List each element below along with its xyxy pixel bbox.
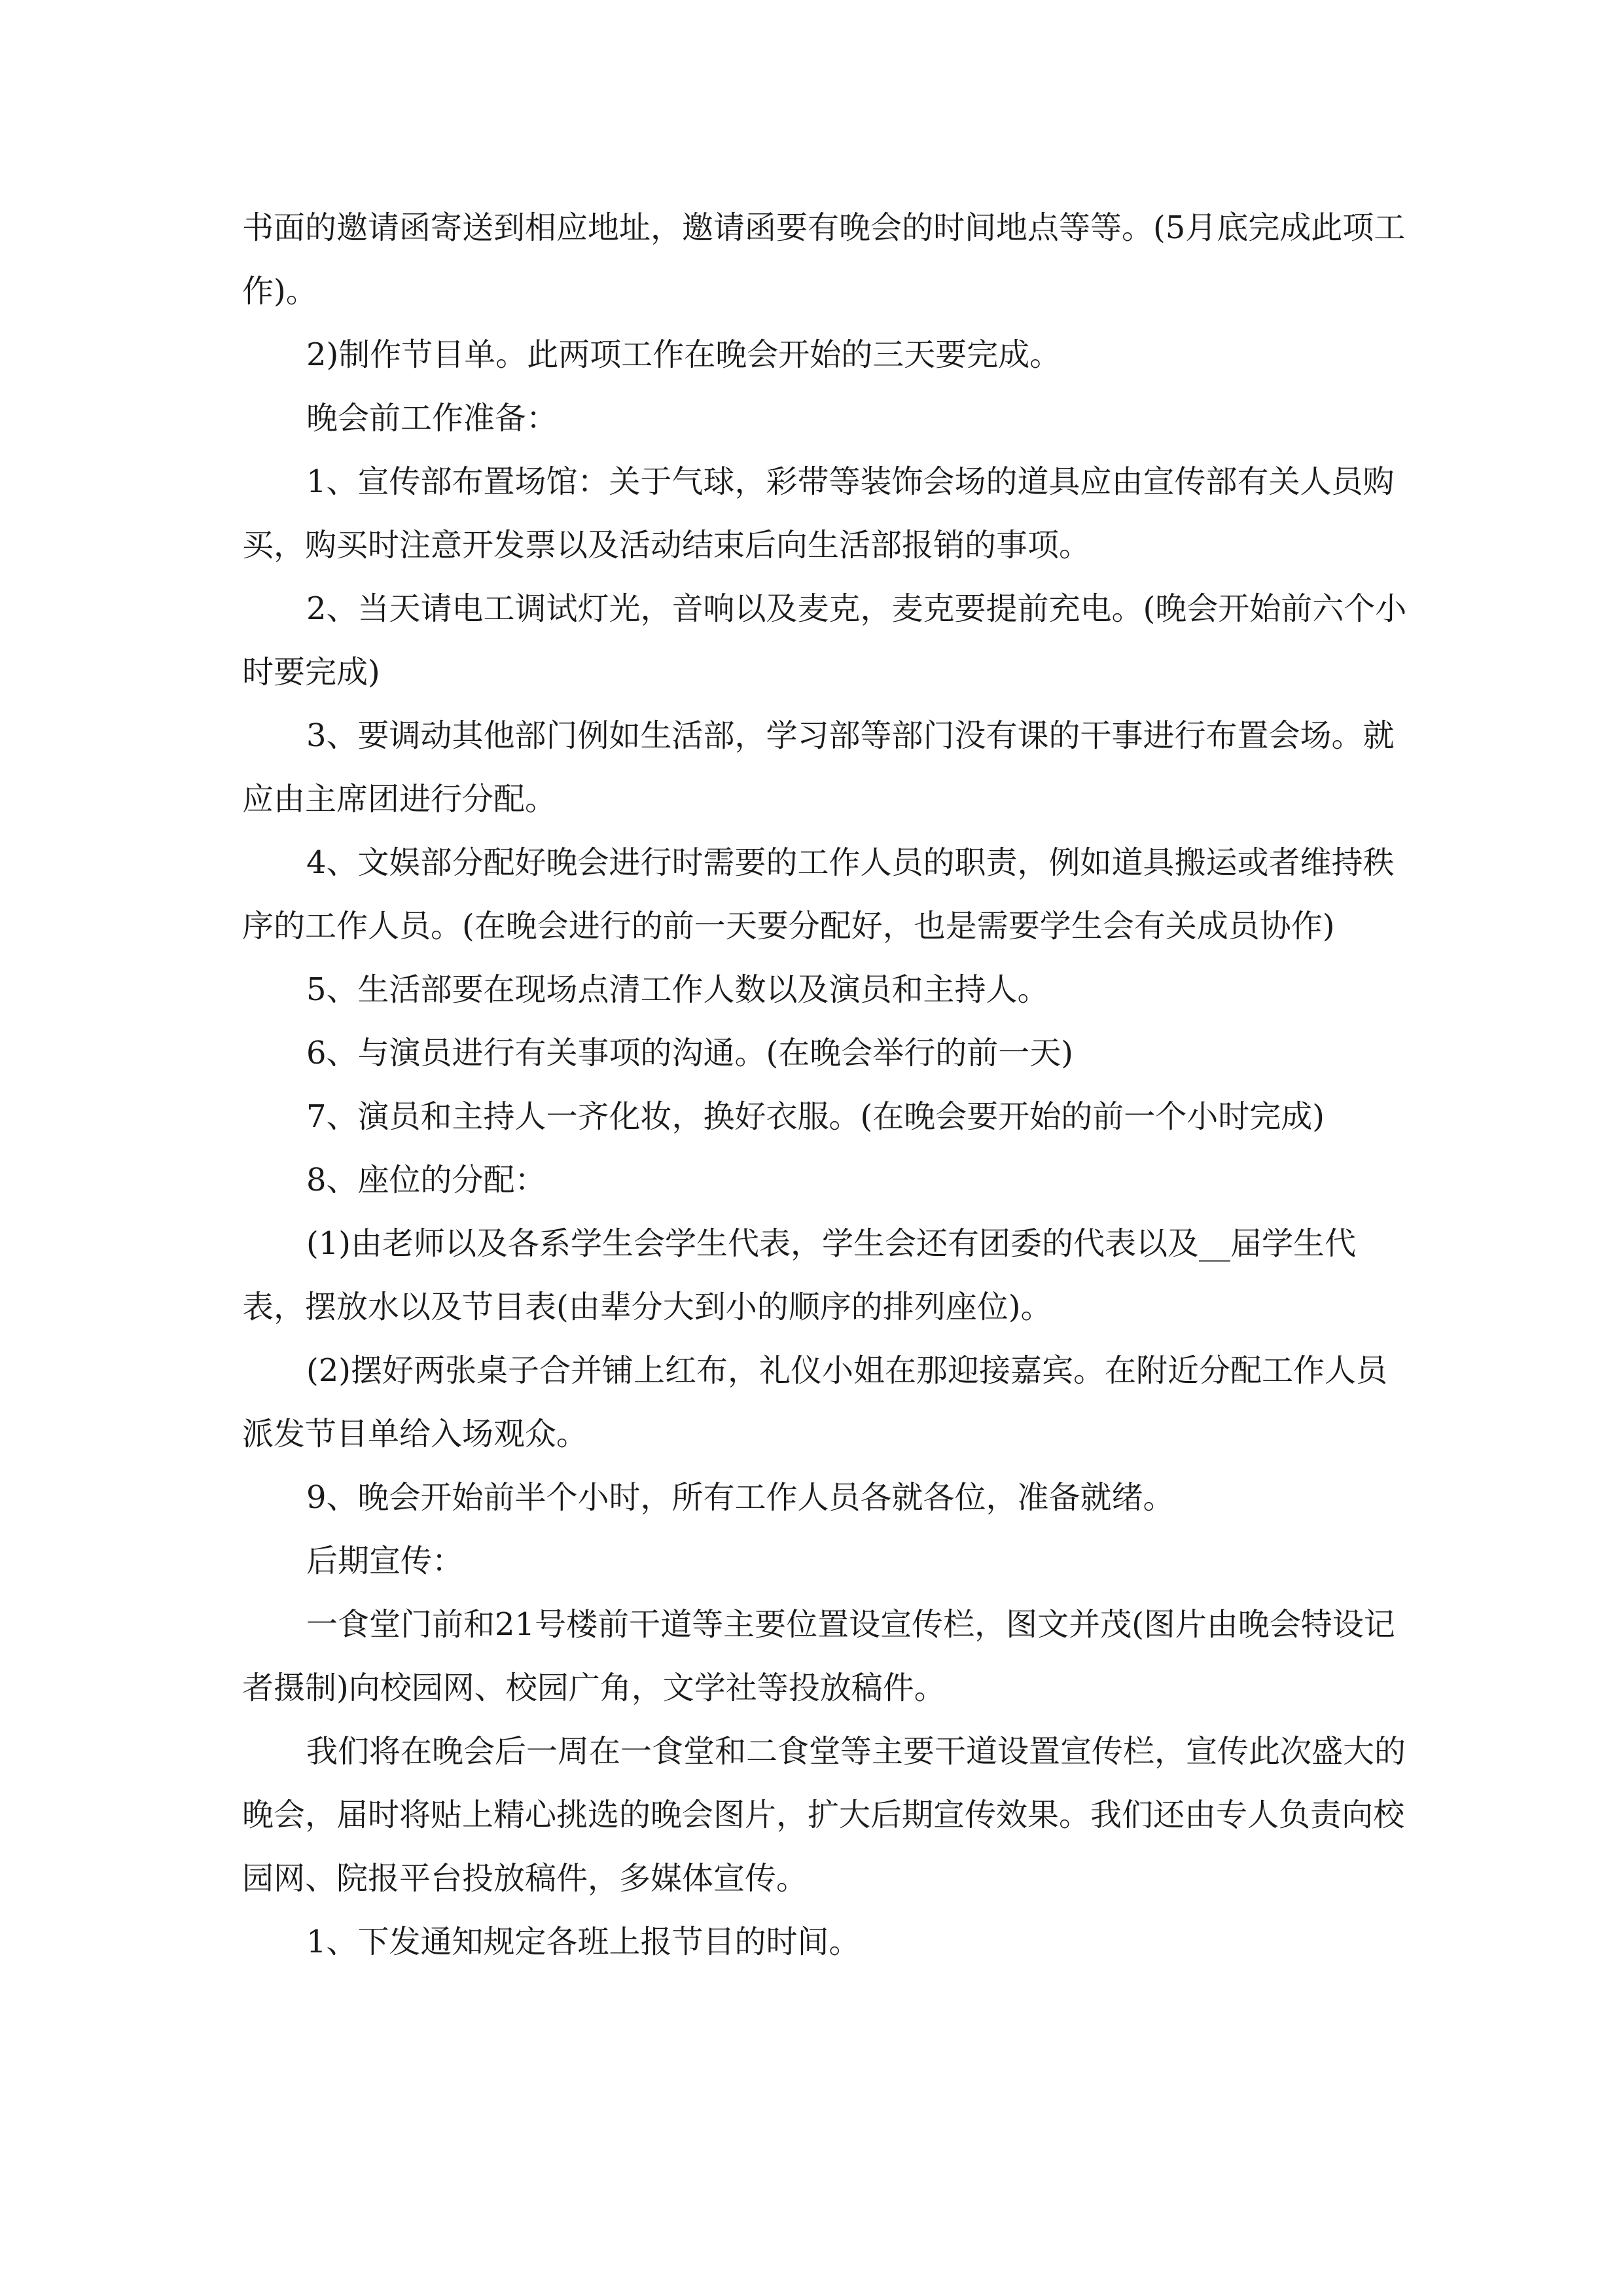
list-item-5: 5、生活部要在现场点清工作人数以及演员和主持人。 [306, 971, 1049, 1008]
paragraph-publicity-1: 一食堂门前和21号楼前干道等主要位置设宣传栏，图文并茂(图片由晚会特设记者摄制)向校园网、校园广角，文学社等投放稿件。 [242, 1606, 1395, 1706]
list-item-7: 7、演员和主持人一齐化妆，换好衣服。(在晚会要开始的前一个小时完成) [306, 1098, 1325, 1135]
list-item-notice: 1、下发通知规定各班上报节目的时间。 [306, 1924, 861, 1960]
paragraph-2: 2)制作节目单。此两项工作在晚会开始的三天要完成。 [306, 336, 1061, 373]
sub-item-1: (1)由老师以及各系学生会学生代表，学生会还有团委的代表以及__届学生代表，摆放水以及节目表(由辈分大到小的顺序的排列座位)。 [242, 1225, 1356, 1325]
paragraph-publicity-2: 我们将在晚会后一周在一食堂和二食堂等主要干道设置宣传栏，宣传此次盛大的晚会，届时将贴上精心挑选的晚会图片，扩大后期宣传效果。我们还由专人负责向校园网、院报平台投放稿件，多媒体宣传。 [242, 1733, 1406, 1897]
list-item-6: 6、与演员进行有关事项的沟通。(在晚会举行的前一天) [306, 1035, 1073, 1071]
paragraph-1: 书面的邀请函寄送到相应地址，邀请函要有晚会的时间地点等等。(5月底完成此项工作)。 [242, 209, 1406, 310]
section-heading-publicity: 后期宣传： [306, 1543, 464, 1579]
list-item-9: 9、晚会开始前半个小时，所有工作人员各就各位，准备就绪。 [306, 1479, 1175, 1516]
list-item-3: 3、要调动其他部门例如生活部，学习部等部门没有课的干事进行布置会场。就应由主席团进行分配。 [242, 717, 1395, 817]
list-item-8: 8、座位的分配： [306, 1162, 546, 1198]
document-body [242, 196, 1407, 1974]
sub-item-2: (2)摆好两张桌子合并铺上红布，礼仪小姐在那迎接嘉宾。在附近分配工作人员派发节目单给入场观众。 [242, 1352, 1387, 1452]
section-heading-preparation: 晚会前工作准备： [306, 400, 558, 437]
list-item-1: 1、宣传部布置场馆：关于气球，彩带等装饰会场的道具应由宣传部有关人员购买，购买时注意开发票以及活动结束后向生活部报销的事项。 [242, 463, 1395, 564]
list-item-2: 2、当天请电工调试灯光，音响以及麦克，麦克要提前充电。(晚会开始前六个小时要完成) [242, 590, 1407, 691]
list-item-4: 4、文娱部分配好晚会进行时需要的工作人员的职责，例如道具搬运或者维持秩序的工作人员。(在晚会进行的前一天要分配好，也是需要学生会有关成员协作) [242, 844, 1395, 944]
